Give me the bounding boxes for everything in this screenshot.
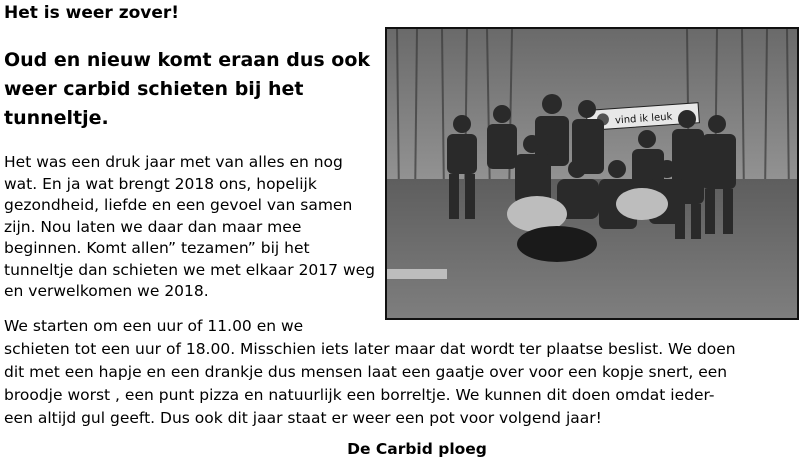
page-heading: Het is weer zover! (4, 3, 180, 23)
details-line: schieten tot een uur of 18.00. Misschien iets later maar dat wordt ter plaatse beslist. We doen (4, 340, 736, 358)
sign-text: vind ik leuk (614, 111, 673, 127)
details-line: broodje worst , een punt pizza en natuurlijk een borreltje. We kunnen dit doen omdat ieder- (4, 386, 715, 404)
page-subheading: Oud en nieuw komt eraan dus ook weer carbid schieten bij het tunneltje. (4, 49, 371, 129)
signature: De Carbid ploeg (347, 440, 487, 458)
details-line: dit met een hapje en een drankje dus mensen laat een gaatje over voor een kopje snert, een (4, 363, 728, 381)
details-line: We starten om een uur of 11.00 en we (4, 317, 304, 335)
group-photo (385, 27, 799, 320)
details-paragraph (4, 315, 804, 430)
intro-paragraph: Het was een druk jaar met van alles en nog wat. En ja wat brengt 2018 ons, hopelijk gezondheid, liefde en een gevoel van samen zijn. Nou laten we daar dan maar mee beginnen. Komt allen” tezamen” bij het tunneltje dan schieten we met elkaar 2017 weg en verwelkomen we 2018. (4, 153, 376, 300)
details-line: een altijd gul geeft. Dus ook dit jaar staat er weer een pot voor volgend jaar! (4, 409, 602, 427)
